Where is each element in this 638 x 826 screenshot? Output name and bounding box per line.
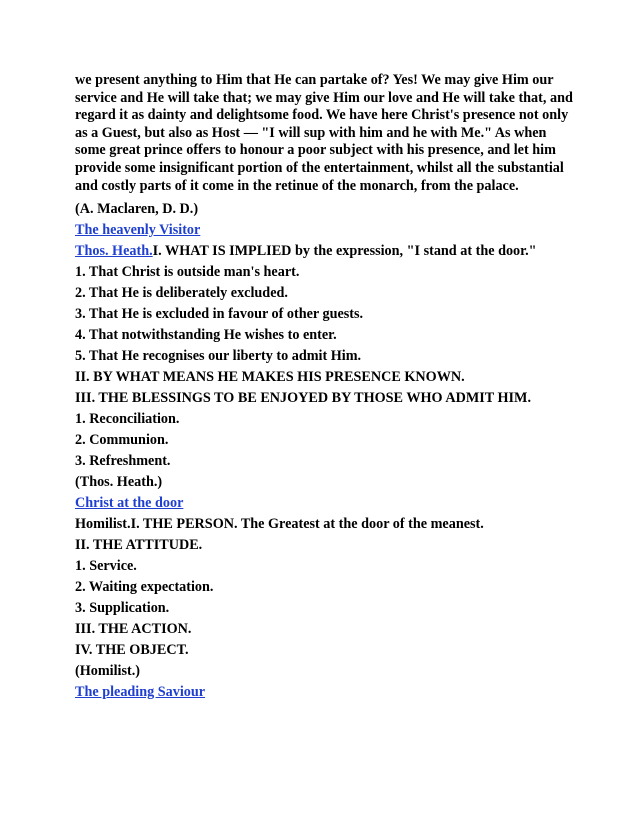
list-item: II. THE ATTITUDE.: [75, 537, 203, 554]
list-item: 2. Waiting expectation.: [75, 579, 214, 596]
pleading-saviour-link[interactable]: The pleading Saviour: [75, 684, 206, 701]
list-item: 3. Refreshment.: [75, 453, 171, 470]
opening-paragraph: we present anything to Him that He can partake of? Yes! We may give Him our service and He will take that; we may give Him our love and He will take that, and regard it as dainty and delightsome food. We have here Christ's presence not only as a Guest, but also as Host — "I will sup with him and he with Me." As when some great prince offers to honour a poor subject with his presence, and let him provide some insignificant portion of the entertainment, whilst all the substantial and costly parts of it come in the retinue of the monarch, from the palace.: [75, 72, 573, 194]
list-item: 1. That Christ is outside man's heart.: [75, 264, 300, 281]
section-heath-heading-text: I. WHAT IS IMPLIED by the expression, "I stand at the door.": [152, 243, 537, 260]
section-heath-heading: [75, 241, 575, 262]
section-homilist-heading: Homilist.I. THE PERSON. The Greatest at the door of the meanest.: [75, 516, 484, 533]
list-item: 3. Supplication.: [75, 600, 170, 617]
list-item: II. BY WHAT MEANS HE MAKES HIS PRESENCE KNOWN.: [75, 369, 465, 386]
list-item: 2. Communion.: [75, 432, 169, 449]
list-item: III. THE BLESSINGS TO BE ENJOYED BY THOSE WHO ADMIT HIM.: [75, 390, 531, 407]
thos-heath-link[interactable]: Thos. Heath.: [75, 243, 153, 260]
link-pleading-saviour[interactable]: [75, 682, 575, 703]
attribution-homilist: (Homilist.): [75, 663, 141, 680]
list-item: III. THE ACTION.: [75, 621, 192, 638]
list-item: 1. Reconciliation.: [75, 411, 180, 428]
list-item: 2. That He is deliberately excluded.: [75, 285, 288, 302]
link-christ-at-door[interactable]: [75, 493, 575, 514]
attribution-maclaren: (A. Maclaren, D. D.): [75, 201, 199, 218]
link-heavenly-visitor[interactable]: [75, 220, 575, 241]
christ-at-the-door-link[interactable]: Christ at the door: [75, 495, 184, 512]
list-item: 4. That notwithstanding He wishes to enter.: [75, 327, 337, 344]
heavenly-visitor-link[interactable]: The heavenly Visitor: [75, 222, 201, 239]
list-item: IV. THE OBJECT.: [75, 642, 189, 659]
list-item: 5. That He recognises our liberty to admit Him.: [75, 348, 362, 365]
section-homilist-list: [75, 535, 575, 682]
list-item: 3. That He is excluded in favour of other guests.: [75, 306, 364, 323]
section-heath-list: [75, 262, 575, 493]
attribution-heath: (Thos. Heath.): [75, 474, 163, 491]
document-page: [75, 72, 575, 703]
list-item: 1. Service.: [75, 558, 137, 575]
